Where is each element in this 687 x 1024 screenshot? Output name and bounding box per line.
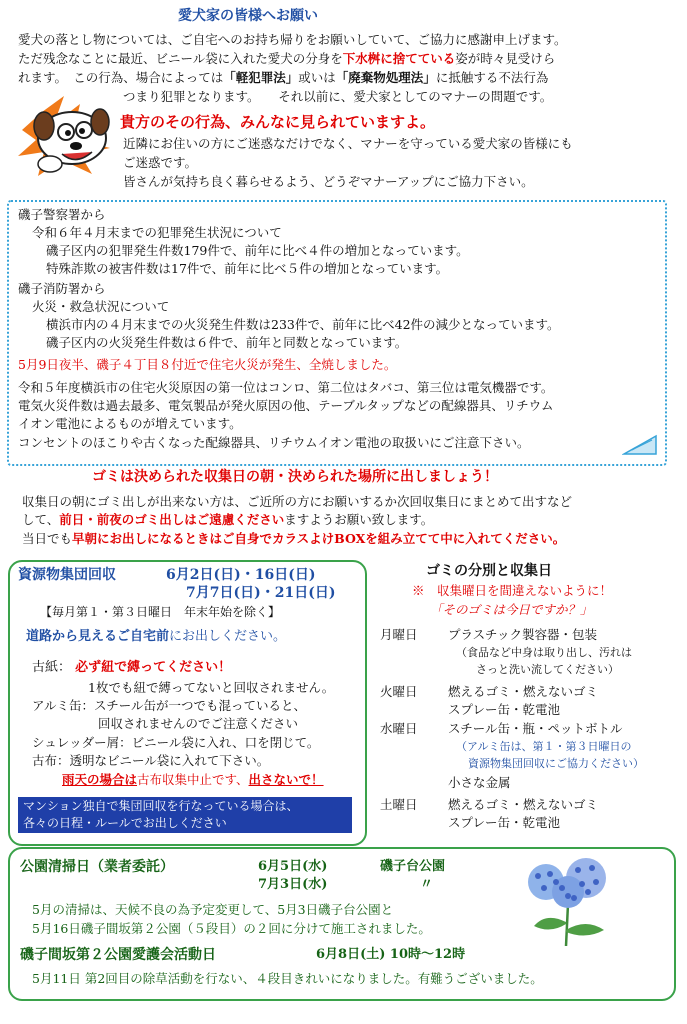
manner-p7: 皆さんが気持ち良く暮らせるよう、どうぞマナーアップにご協力下さい。 xyxy=(123,174,534,189)
fire-caution: コンセントのほこりや古くなった配線器具、リチウムイオン電池の取扱いにご注意下さい。 xyxy=(18,435,530,450)
recycle-rain-note: 雨天の場合は古布収集中止です、出さないで！ xyxy=(62,772,324,787)
mansion-note: マンション独自で集団回収を行なっている場合は、 各々の日程・ルールでお出しください xyxy=(18,797,352,833)
schedule-question: 「そのゴミは今日ですか？」 xyxy=(430,602,593,617)
hydrangea-icon xyxy=(516,852,620,948)
park-activity-note: 5月11日 第2回目の除草活動を行ない、４段目きれいになりました。有難うございました。 xyxy=(32,971,543,986)
manner-headline: 貴方のその行為、みんなに見られていますよ。 xyxy=(120,113,436,131)
fire-electric-1: 電気火災件数は過去最多、電気製品が発火原因の他、テーブルタップなどの配線器具、リチウム xyxy=(18,398,554,413)
fire-electric-2: イオン電池によるものが増えています。 xyxy=(18,416,242,431)
manner-p3: れます。 この行為、場合によっては「軽犯罪法」或いは「廃棄物処理法」に抵触する不法行為 xyxy=(18,70,549,85)
schedule-sat-item-2: スプレー缶・乾電池 xyxy=(448,815,561,830)
schedule-tue-item-2: スプレー缶・乾電池 xyxy=(448,702,561,717)
schedule-mon-note-2: さっと洗い流してください） xyxy=(476,663,619,676)
fire-city-count: 横浜市内の４月末までの火災発生件数は233件で、前年に比べ42件の減少となっています。 xyxy=(46,317,560,332)
fire-ward-count: 磯子区内の火災発生件数は６件で、前年と同数となっています。 xyxy=(46,335,408,350)
police-fraud-count: 特殊詐欺の被害件数は17件で、前年に比べ５件の増加となっています。 xyxy=(46,261,449,276)
schedule-mon-item: プラスチック製容器・包装 xyxy=(448,627,598,642)
park-activity-date: 6月8日(土) 10時～12時 xyxy=(316,947,466,962)
schedule-wed-note-2: 資源物集団回収にご協力ください） xyxy=(468,757,644,770)
schedule-mon-note-1: （食品など中身は取り出し、汚れは xyxy=(456,646,632,659)
manner-title: 愛犬家の皆様へお願い xyxy=(178,8,318,24)
manner-p5: 近隣にお住いの方にご迷惑なだけでなく、マナーを守っている愛犬家の皆様にも xyxy=(123,136,573,151)
recycle-aluminum-2: 回収されませんのでご注意ください xyxy=(98,716,299,731)
page-curl-icon xyxy=(622,432,658,456)
park-place-july: 〃 xyxy=(420,877,434,892)
garbage-text-2: して、前日・前夜のゴミ出しはご遠慮くださいますようお願い致します。 xyxy=(22,512,434,527)
schedule-wed-extra: 小さな金属 xyxy=(448,775,511,790)
schedule-title: ゴミの分別と収集日 xyxy=(426,563,552,579)
manner-p2: ただ残念なことに最近、ビニール袋に入れた愛犬の分身を下水桝に捨てている姿が時々見受けら xyxy=(18,51,556,66)
recycle-shredder: シュレッダー屑：ビニール袋に入れ、口を閉じて。 xyxy=(32,735,320,750)
fire-incident: 5月9日夜半、磯子４丁目８付近で住宅火災が発生、全焼しました。 xyxy=(18,357,397,372)
park-date-june: 6月5日(水) xyxy=(258,859,328,874)
manner-p4: つまり犯罪となります。 それ以前に、愛犬家としてのマナーの問題です。 xyxy=(123,89,553,104)
schedule-day-sat: 土曜日 xyxy=(380,797,418,812)
schedule-wed-item: スチール缶・瓶・ペットボトル xyxy=(448,721,623,736)
dog-mascot-icon xyxy=(14,90,126,180)
recycle-dates-july: 7月7日(日)・21日(日) xyxy=(186,585,336,601)
park-activity-title: 磯子間坂第２公園愛護会活動日 xyxy=(20,947,216,963)
garbage-text-3: 当日でも早朝にお出しになるときはご自身でカラスよけBOXを組み立てて中に入れてください。 xyxy=(22,531,566,546)
fire-cause-ranking: 令和５年度横浜市の住宅火災原因の第一位はコンロ、第二位はタバコ、第三位は電気機器です。 xyxy=(18,380,554,395)
garbage-text-1: 収集日の朝にゴミ出しが出来ない方は、ご近所の方にお願いするか次回収集日にまとめて出すなど xyxy=(22,494,573,509)
recycle-aluminum-1: アルミ缶：スチール缶が一つでも混っていると、 xyxy=(32,698,307,713)
police-heading: 磯子警察署から xyxy=(18,207,106,222)
fire-status-title: 火災・救急状況について xyxy=(32,299,170,314)
schedule-tue-item-1: 燃えるゴミ・燃えないゴミ xyxy=(448,684,599,699)
schedule-day-wed: 水曜日 xyxy=(380,721,418,736)
garbage-banner: ゴミは決められた収集日の朝・決められた場所に出しましょう！ xyxy=(92,469,498,485)
schedule-sat-item-1: 燃えるゴミ・燃えないゴミ xyxy=(448,797,599,812)
schedule-day-mon: 月曜日 xyxy=(380,627,418,642)
recycle-dates-june: 6月2日(日)・16日(日) xyxy=(166,567,316,583)
recycle-cloth: 古布：透明なビニール袋に入れて下さい。 xyxy=(32,753,270,768)
fire-heading: 磯子消防署から xyxy=(18,281,106,296)
recycle-paper: 古紙： 必ず紐で縛ってください！ xyxy=(32,660,232,675)
manner-p6: ご迷惑です。 xyxy=(123,155,198,170)
park-title: 公園清掃日（業者委託） xyxy=(20,859,174,875)
park-date-july: 7月3日(水) xyxy=(258,877,328,892)
recycle-title: 資源物集団回収 xyxy=(18,567,116,583)
recycle-schedule-note: 【毎月第１・第３日曜日 年末年始を除く】 xyxy=(40,605,281,619)
manner-p1: 愛犬の落とし物については、ご自宅へのお持ち帰りをお願いしていて、ご協力に感謝申上げます。 xyxy=(18,32,567,47)
schedule-warning: ※ 収集曜日を間違えないように！ xyxy=(412,583,613,598)
police-crime-count: 磯子区内の犯罪発生件数179件で、前年に比べ４件の増加となっています。 xyxy=(46,243,469,258)
park-note-1: 5月の清掃は、天候不良の為予定変更して、5月3日磯子台公園と xyxy=(32,902,394,917)
park-note-2: 5月16日磯子間坂第２公園（５段目）の２回に分けて施工されました。 xyxy=(32,921,431,936)
park-place-june: 磯子台公園 xyxy=(380,859,446,874)
recycle-paper-note: 1枚でも紐で縛ってないと回収されません。 xyxy=(88,680,335,695)
recycle-place-note: 道路から見えるご自宅前にお出しください。 xyxy=(26,629,287,644)
schedule-day-tue: 火曜日 xyxy=(380,684,418,699)
police-crime-title: 令和６年４月末までの犯罪発生状況について xyxy=(32,225,282,240)
schedule-wed-note-1: （アルミ缶は、第１・第３日曜日の xyxy=(456,740,632,753)
